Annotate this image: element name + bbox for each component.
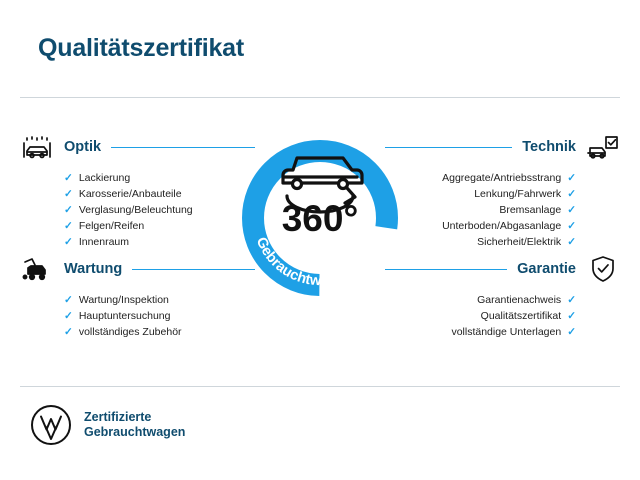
list-item — [64, 294, 255, 306]
section-rule — [132, 269, 255, 270]
list-item — [64, 326, 255, 338]
list-item — [64, 204, 255, 216]
check-icon: ✓ — [567, 171, 576, 184]
shield-check-icon — [586, 254, 620, 284]
list-item — [385, 188, 576, 200]
list-item-label: vollständige Unterlagen — [451, 326, 562, 338]
footer-text — [84, 410, 185, 441]
list-item — [64, 220, 255, 232]
list-item — [64, 172, 255, 184]
list-item — [385, 220, 576, 232]
section-items — [20, 294, 255, 338]
check-icon: ✓ — [567, 309, 576, 322]
list-item-label: Qualitätszertifikat — [480, 310, 562, 322]
check-icon: ✓ — [567, 203, 576, 216]
check-icon: ✓ — [64, 219, 73, 232]
check-icon: ✓ — [64, 325, 73, 338]
list-item-label: Karosserie/Anbauteile — [78, 188, 182, 200]
section-rule — [111, 147, 255, 148]
section-items — [385, 172, 620, 248]
car-wash-icon — [20, 132, 54, 162]
list-item — [385, 326, 576, 338]
check-icon: ✓ — [64, 171, 73, 184]
list-item-label: Unterboden/Abgasanlage — [442, 220, 562, 232]
check-icon: ✓ — [64, 187, 73, 200]
list-item-label: Garantienachweis — [477, 294, 562, 306]
check-icon: ✓ — [567, 293, 576, 306]
list-item-label: vollständiges Zubehör — [78, 326, 182, 338]
section-rule — [385, 147, 512, 148]
section-title: Garantie — [517, 261, 576, 277]
title-divider — [20, 97, 620, 98]
list-item-label: Bremsanlage — [499, 204, 562, 216]
vw-logo — [30, 404, 72, 446]
list-item — [385, 294, 576, 306]
section-header — [385, 252, 620, 286]
section-title: Technik — [522, 139, 576, 155]
footer-line-2: Gebrauchtwagen — [84, 425, 186, 439]
section-items — [20, 172, 255, 248]
list-item — [64, 310, 255, 322]
section-title: Wartung — [64, 261, 123, 277]
check-icon: ✓ — [567, 187, 576, 200]
page-title: Qualitätszertifikat — [38, 34, 244, 62]
check-icon: ✓ — [64, 293, 73, 306]
list-item-label: Aggregate/Antriebsstrang — [442, 172, 562, 184]
section-header — [385, 130, 620, 164]
section-title: Optik — [64, 139, 102, 155]
list-item-label: Sicherheit/Elektrik — [477, 236, 562, 248]
section-technik — [385, 130, 620, 248]
section-wartung — [20, 252, 255, 338]
car-checklist-icon — [586, 132, 620, 162]
list-item-label: Felgen/Reifen — [78, 220, 145, 232]
section-header — [20, 130, 255, 164]
list-item-label: Lenkung/Fahrwerk — [474, 188, 562, 200]
list-item-label: Wartung/Inspektion — [78, 294, 169, 306]
footer-divider — [20, 386, 620, 387]
section-header — [20, 252, 255, 286]
list-item — [385, 310, 576, 322]
list-item — [385, 204, 576, 216]
list-item — [385, 236, 576, 248]
section-rule — [385, 269, 507, 270]
list-item-label: Innenraum — [78, 236, 130, 248]
check-icon: ✓ — [64, 235, 73, 248]
badge-arc-text: Gebrauchtwagen-Check — [252, 234, 388, 290]
list-item — [64, 188, 255, 200]
list-item-label: Lackierung — [78, 172, 131, 184]
check-icon: ✓ — [64, 203, 73, 216]
list-item-label: Hauptuntersuchung — [78, 310, 171, 322]
list-item — [385, 172, 576, 184]
check-icon: ✓ — [567, 219, 576, 232]
section-garantie — [385, 252, 620, 338]
check-icon: ✓ — [567, 235, 576, 248]
list-item — [64, 236, 255, 248]
footer — [30, 404, 185, 446]
car-lift-icon — [20, 254, 54, 284]
footer-line-1: Zertifizierte — [84, 409, 152, 424]
section-optik — [20, 130, 255, 248]
svg-text:Gebrauchtwagen-Check — [253, 234, 388, 289]
section-items — [385, 294, 620, 338]
badge-degrees: 360° — [281, 198, 359, 239]
list-item-label: Verglasung/Beleuchtung — [78, 204, 193, 216]
check-icon: ✓ — [64, 309, 73, 322]
check-icon: ✓ — [567, 325, 576, 338]
